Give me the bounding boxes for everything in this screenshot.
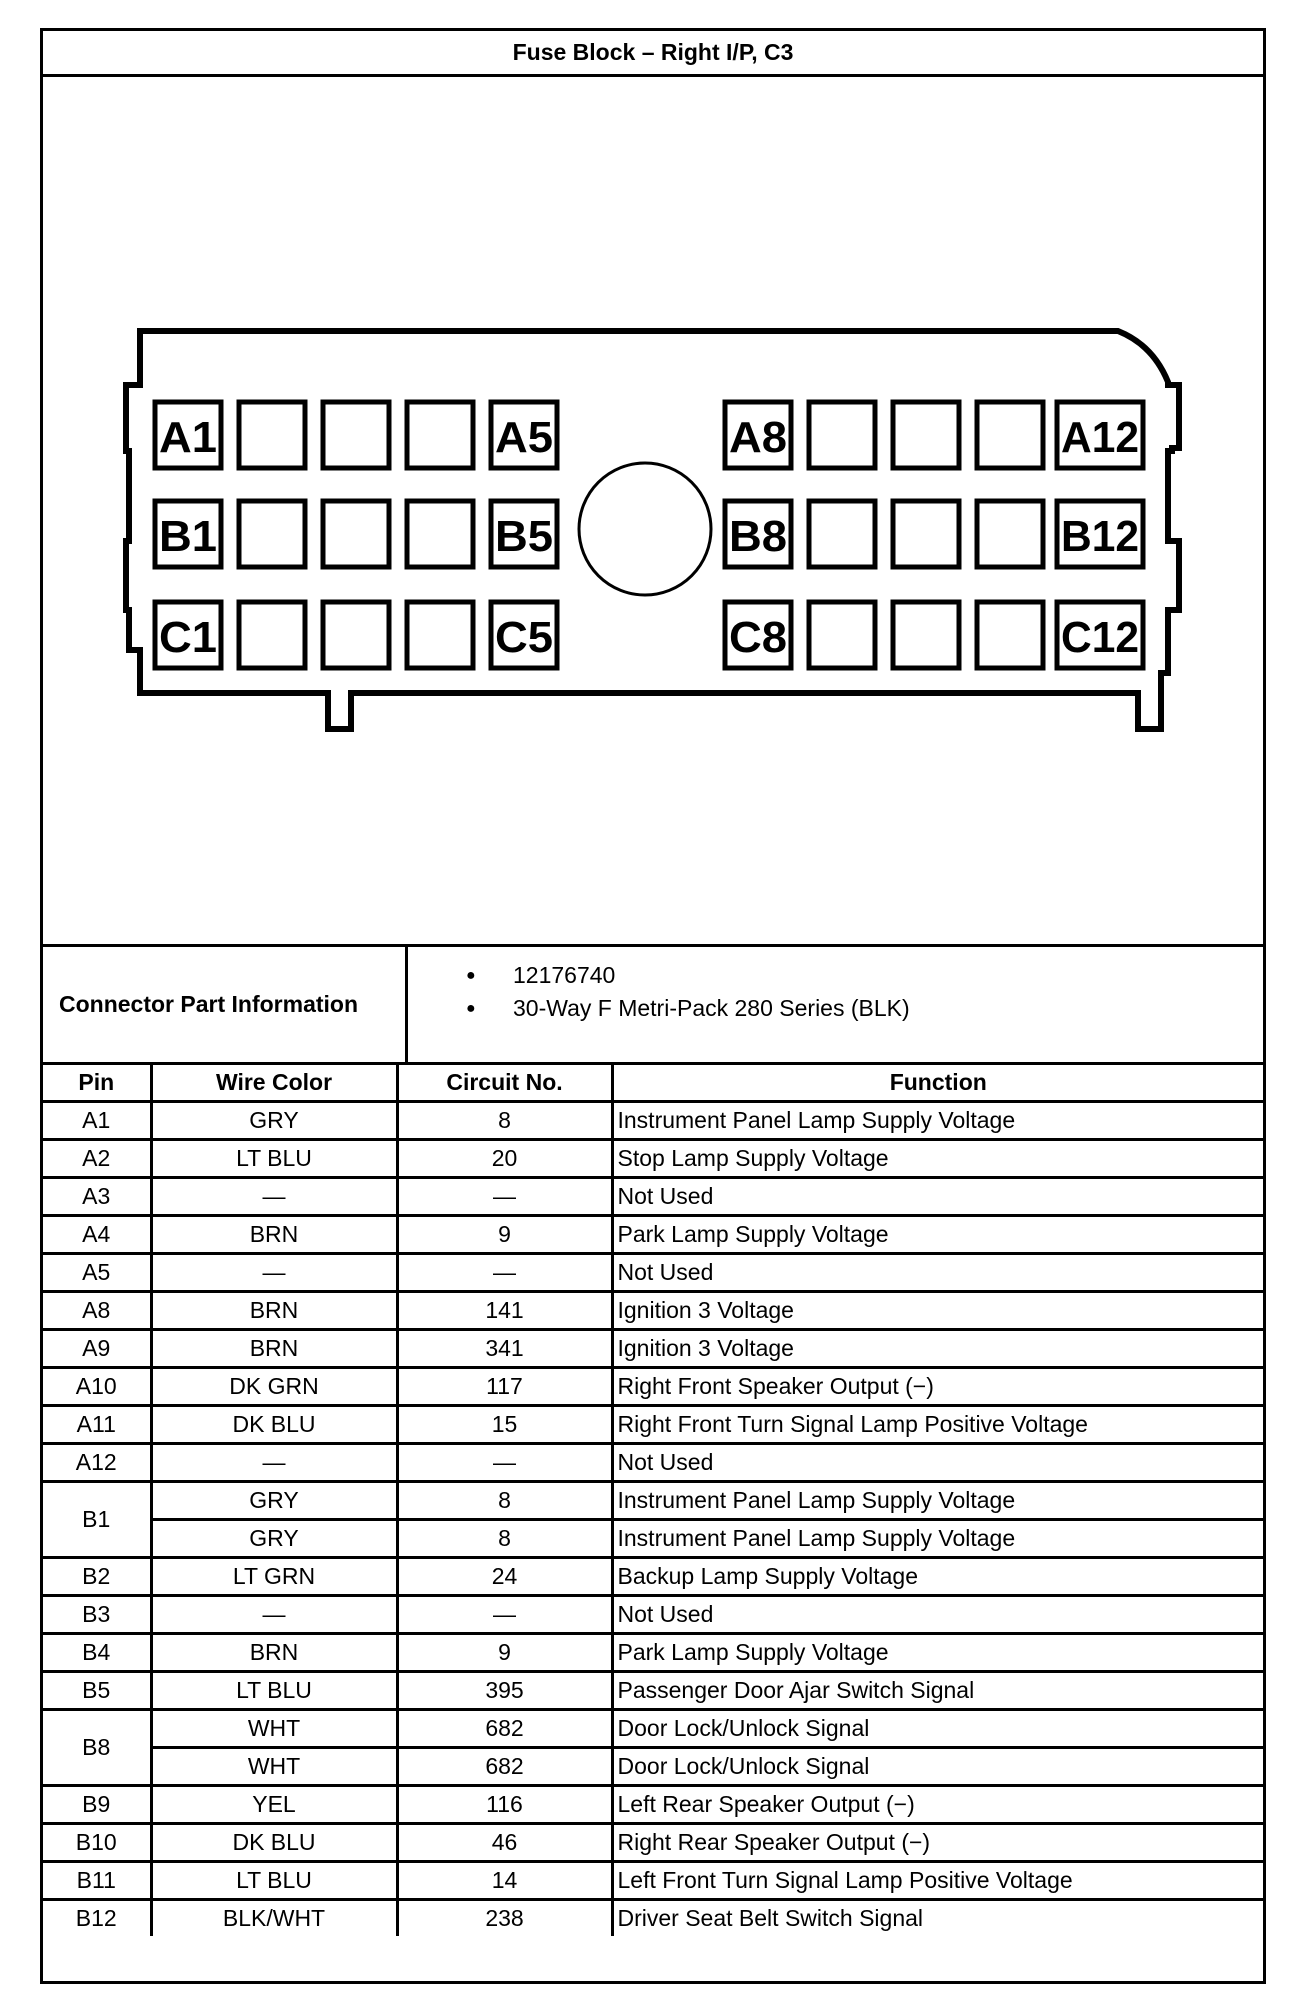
connector-sheet xyxy=(40,28,1266,1984)
pin-label-b12: B12 xyxy=(1061,512,1139,561)
pin-label-c5: C5 xyxy=(495,613,553,662)
table-row xyxy=(43,1406,1263,1444)
cell-function: Passenger Door Ajar Switch Signal xyxy=(612,1672,1263,1710)
page-title: Fuse Block – Right I/P, C3 xyxy=(43,31,1263,77)
header-function: Function xyxy=(612,1065,1263,1102)
cell-circuit-no: 238 xyxy=(397,1900,612,1937)
table-row xyxy=(43,1634,1263,1672)
part-info-label: Connector Part Information xyxy=(43,947,408,1062)
cavity-c-blank-1 xyxy=(239,602,305,668)
table-row xyxy=(43,1178,1263,1216)
cell-wire-color: GRY xyxy=(151,1482,397,1520)
table-row xyxy=(43,1710,1263,1748)
cell-function: Driver Seat Belt Switch Signal xyxy=(612,1900,1263,1937)
table-row xyxy=(43,1482,1263,1520)
cell-function: Door Lock/Unlock Signal xyxy=(612,1748,1263,1786)
cavity-a-blank-3 xyxy=(407,402,473,468)
cell-wire-color: LT BLU xyxy=(151,1672,397,1710)
cell-wire-color: LT GRN xyxy=(151,1558,397,1596)
pinout-table-body xyxy=(43,1102,1263,1937)
cell-function: Right Front Turn Signal Lamp Positive Voltage xyxy=(612,1406,1263,1444)
cell-circuit-no: 341 xyxy=(397,1330,612,1368)
cell-wire-color: WHT xyxy=(151,1748,397,1786)
cell-circuit-no: 395 xyxy=(397,1672,612,1710)
cell-pin: B9 xyxy=(43,1786,151,1824)
cell-function: Stop Lamp Supply Voltage xyxy=(612,1140,1263,1178)
cell-pin: B8 xyxy=(43,1710,151,1786)
cell-circuit-no: — xyxy=(397,1254,612,1292)
pin-label-b1: B1 xyxy=(159,512,217,561)
part-info-list xyxy=(408,947,1263,1062)
cell-function: Ignition 3 Voltage xyxy=(612,1292,1263,1330)
cell-circuit-no: 117 xyxy=(397,1368,612,1406)
cell-pin: B5 xyxy=(43,1672,151,1710)
cell-circuit-no: 116 xyxy=(397,1786,612,1824)
cavity-a-blank-7 xyxy=(893,402,959,468)
cavity-c-blank-8 xyxy=(977,602,1043,668)
cell-pin: A11 xyxy=(43,1406,151,1444)
table-row xyxy=(43,1748,1263,1786)
cell-pin: A10 xyxy=(43,1368,151,1406)
cell-circuit-no: 9 xyxy=(397,1634,612,1672)
cell-wire-color: LT BLU xyxy=(151,1140,397,1178)
cell-circuit-no: 682 xyxy=(397,1748,612,1786)
table-row xyxy=(43,1900,1263,1937)
cell-circuit-no: 9 xyxy=(397,1216,612,1254)
cell-wire-color: DK GRN xyxy=(151,1368,397,1406)
cavity-a-blank-6 xyxy=(809,402,875,468)
cell-wire-color: BRN xyxy=(151,1330,397,1368)
cell-wire-color: — xyxy=(151,1178,397,1216)
table-row xyxy=(43,1444,1263,1482)
pin-label-b5: B5 xyxy=(495,512,553,561)
cell-pin: A1 xyxy=(43,1102,151,1140)
cell-pin: A8 xyxy=(43,1292,151,1330)
cell-function: Right Rear Speaker Output (−) xyxy=(612,1824,1263,1862)
table-row xyxy=(43,1862,1263,1900)
pin-label-c8: C8 xyxy=(729,613,787,662)
cavity-c-blank-7 xyxy=(893,602,959,668)
cell-wire-color: DK BLU xyxy=(151,1824,397,1862)
cell-pin: A12 xyxy=(43,1444,151,1482)
cell-pin: A5 xyxy=(43,1254,151,1292)
cell-wire-color: GRY xyxy=(151,1102,397,1140)
cell-function: Left Front Turn Signal Lamp Positive Voltage xyxy=(612,1862,1263,1900)
cavity-grid xyxy=(155,402,1143,668)
cell-circuit-no: — xyxy=(397,1444,612,1482)
cell-wire-color: BRN xyxy=(151,1292,397,1330)
cell-function: Ignition 3 Voltage xyxy=(612,1330,1263,1368)
cavity-c-blank-2 xyxy=(323,602,389,668)
pinout-table xyxy=(43,1065,1263,1936)
cell-function: Not Used xyxy=(612,1596,1263,1634)
table-row xyxy=(43,1330,1263,1368)
part-number: ● 12176740 xyxy=(408,959,1263,992)
header-pin: Pin xyxy=(43,1065,151,1102)
pin-label-a12: A12 xyxy=(1061,413,1139,462)
cavity-b-blank-8 xyxy=(977,501,1043,567)
cell-wire-color: BRN xyxy=(151,1634,397,1672)
cell-wire-color: DK BLU xyxy=(151,1406,397,1444)
cell-function: Instrument Panel Lamp Supply Voltage xyxy=(612,1520,1263,1558)
cavity-b-blank-2 xyxy=(323,501,389,567)
cavity-a-blank-1 xyxy=(239,402,305,468)
cell-wire-color: — xyxy=(151,1596,397,1634)
pin-label-c12: C12 xyxy=(1061,613,1139,662)
table-row xyxy=(43,1368,1263,1406)
cavity-b-blank-1 xyxy=(239,501,305,567)
cell-circuit-no: 24 xyxy=(397,1558,612,1596)
table-row xyxy=(43,1216,1263,1254)
cell-wire-color: BLK/WHT xyxy=(151,1900,397,1937)
table-row xyxy=(43,1254,1263,1292)
cell-circuit-no: 682 xyxy=(397,1710,612,1748)
cell-function: Not Used xyxy=(612,1178,1263,1216)
connector-face-svg xyxy=(43,77,1263,944)
center-key-circle xyxy=(579,463,711,595)
table-row xyxy=(43,1140,1263,1178)
cell-function: Instrument Panel Lamp Supply Voltage xyxy=(612,1482,1263,1520)
pin-label-b8: B8 xyxy=(729,512,787,561)
part-description: ● 30-Way F Metri-Pack 280 Series (BLK) xyxy=(408,992,1263,1025)
cell-circuit-no: 15 xyxy=(397,1406,612,1444)
cell-function: Instrument Panel Lamp Supply Voltage xyxy=(612,1102,1263,1140)
cavity-c-blank-6 xyxy=(809,602,875,668)
cell-pin: A3 xyxy=(43,1178,151,1216)
cell-function: Park Lamp Supply Voltage xyxy=(612,1216,1263,1254)
table-row xyxy=(43,1102,1263,1140)
cell-circuit-no: 8 xyxy=(397,1102,612,1140)
cell-circuit-no: — xyxy=(397,1596,612,1634)
cell-circuit-no: — xyxy=(397,1178,612,1216)
cavity-b-blank-6 xyxy=(809,501,875,567)
cell-circuit-no: 141 xyxy=(397,1292,612,1330)
cell-pin: B10 xyxy=(43,1824,151,1862)
cell-function: Right Front Speaker Output (−) xyxy=(612,1368,1263,1406)
cell-function: Backup Lamp Supply Voltage xyxy=(612,1558,1263,1596)
table-row xyxy=(43,1672,1263,1710)
connector-diagram xyxy=(43,77,1263,947)
cavity-b-blank-7 xyxy=(893,501,959,567)
cell-wire-color: BRN xyxy=(151,1216,397,1254)
cell-pin: B11 xyxy=(43,1862,151,1900)
pin-label-c1: C1 xyxy=(159,613,217,662)
table-row xyxy=(43,1596,1263,1634)
table-row xyxy=(43,1786,1263,1824)
cell-pin: B2 xyxy=(43,1558,151,1596)
cell-pin: B3 xyxy=(43,1596,151,1634)
cell-circuit-no: 20 xyxy=(397,1140,612,1178)
table-row xyxy=(43,1824,1263,1862)
cell-function: Not Used xyxy=(612,1254,1263,1292)
cell-pin: B12 xyxy=(43,1900,151,1937)
cavity-a-blank-2 xyxy=(323,402,389,468)
cell-circuit-no: 14 xyxy=(397,1862,612,1900)
cell-wire-color: YEL xyxy=(151,1786,397,1824)
cell-wire-color: LT BLU xyxy=(151,1862,397,1900)
table-row xyxy=(43,1520,1263,1558)
cell-function: Left Rear Speaker Output (−) xyxy=(612,1786,1263,1824)
pin-label-a1: A1 xyxy=(159,413,217,462)
cell-pin: A2 xyxy=(43,1140,151,1178)
header-circuit-no: Circuit No. xyxy=(397,1065,612,1102)
table-row xyxy=(43,1292,1263,1330)
header-wire-color: Wire Color xyxy=(151,1065,397,1102)
cell-function: Not Used xyxy=(612,1444,1263,1482)
cell-wire-color: — xyxy=(151,1444,397,1482)
connector-part-info xyxy=(43,947,1263,1065)
cell-function: Park Lamp Supply Voltage xyxy=(612,1634,1263,1672)
cell-circuit-no: 46 xyxy=(397,1824,612,1862)
table-header-row xyxy=(43,1065,1263,1102)
cell-wire-color: WHT xyxy=(151,1710,397,1748)
cell-pin: A9 xyxy=(43,1330,151,1368)
cell-circuit-no: 8 xyxy=(397,1482,612,1520)
cell-pin: A4 xyxy=(43,1216,151,1254)
cell-pin: B4 xyxy=(43,1634,151,1672)
cell-wire-color: — xyxy=(151,1254,397,1292)
table-row xyxy=(43,1558,1263,1596)
cell-function: Door Lock/Unlock Signal xyxy=(612,1710,1263,1748)
cell-circuit-no: 8 xyxy=(397,1520,612,1558)
pin-label-a8: A8 xyxy=(729,413,787,462)
cavity-a-blank-8 xyxy=(977,402,1043,468)
cell-wire-color: GRY xyxy=(151,1520,397,1558)
pin-label-a5: A5 xyxy=(495,413,553,462)
cell-pin: B1 xyxy=(43,1482,151,1558)
cavity-c-blank-3 xyxy=(407,602,473,668)
cavity-b-blank-3 xyxy=(407,501,473,567)
